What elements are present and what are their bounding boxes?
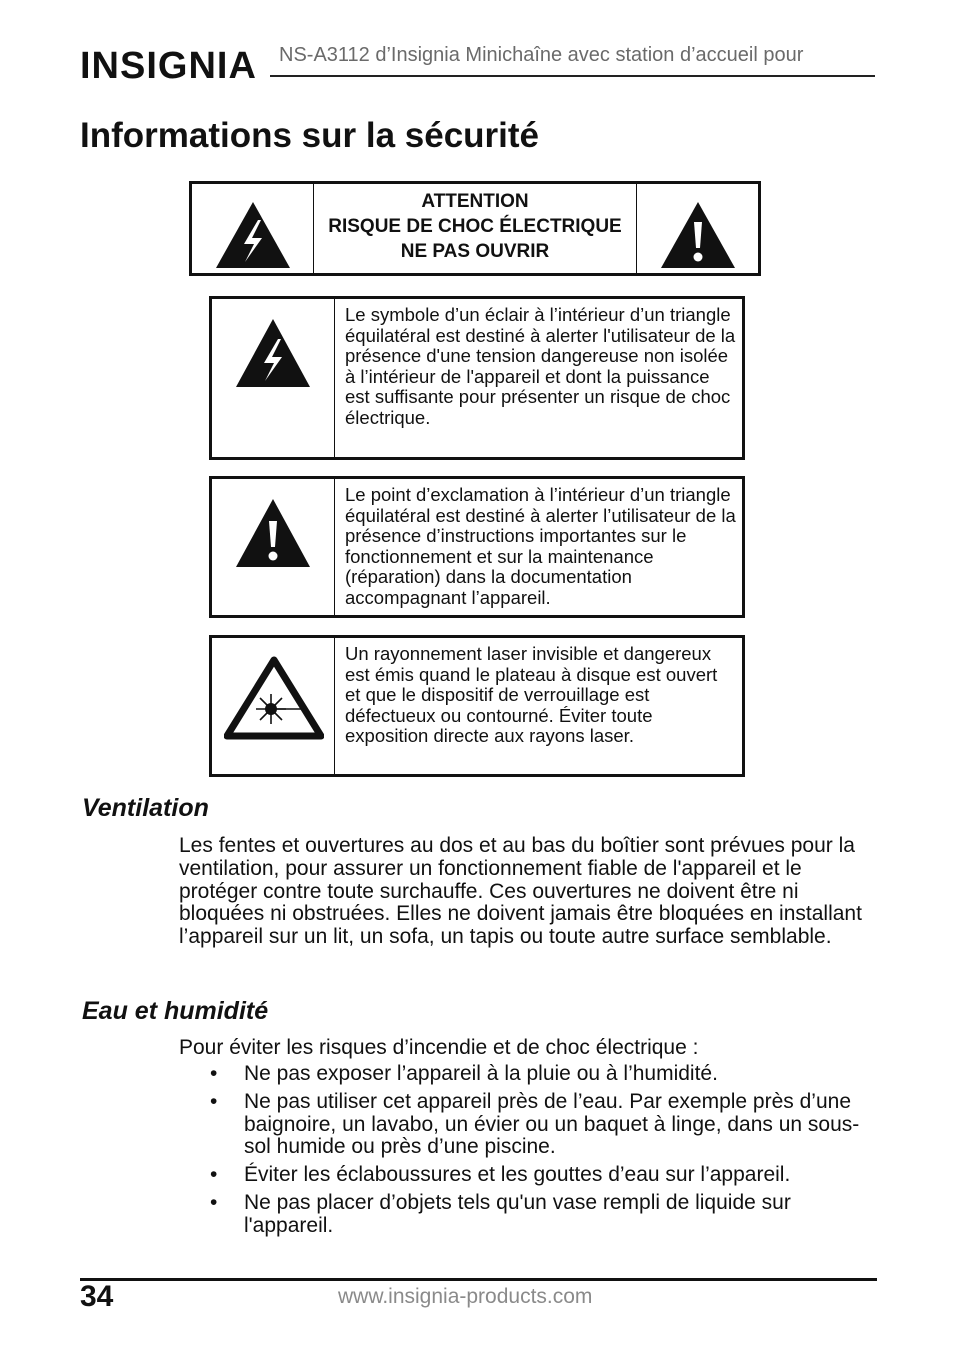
symbol-box-laser: [209, 635, 745, 777]
page-title: Informations sur la sécurité: [80, 116, 540, 155]
footer-divider: [80, 1278, 877, 1281]
svg-text:INSIGNIA: INSIGNIA: [80, 45, 257, 86]
bullet-icon: •: [210, 1163, 218, 1187]
footer-url: www.insignia-products.com: [338, 1285, 593, 1308]
section-heading-water: Eau et humidité: [82, 997, 269, 1025]
list-item: [179, 1192, 879, 1238]
laser-warning-icon: [224, 656, 324, 740]
list-item: [179, 1063, 879, 1086]
ventilation-paragraph: Les fentes et ouvertures au dos et au bas du boîtier sont prévues pour la ventilation, pour assurer un fonctionnement fiable de l'appareil et le protéger contre toute surchauffe. Ces ouvertures ne doivent être ni bloquées ni obstruées. Elles ne doivent jamais être bloquées en installant l’appareil sur un lit, un sofa, un tapis ou toute autre surface semblable.: [179, 834, 862, 949]
symbol-icon-cell: [212, 299, 335, 457]
list-item-text: Ne pas utiliser cet appareil près de l’eau. Par exemple près d’une baignoire, un lavabo, un évier ou un baquet à linge, dans un sous-sol humide ou près d’une piscine.: [244, 1089, 860, 1159]
attention-right-cell: [636, 184, 758, 273]
attention-text: [314, 184, 636, 273]
list-item: [179, 1164, 879, 1187]
lightning-triangle-icon: [214, 200, 292, 270]
bullet-icon: •: [210, 1089, 218, 1113]
exclamation-triangle-icon: [659, 200, 737, 270]
attention-left-cell: [192, 184, 314, 273]
page-number: 34: [80, 1280, 114, 1313]
attention-line-1: ATTENTION: [421, 191, 529, 212]
attention-line-2: RISQUE DE CHOC ÉLECTRIQUE: [328, 216, 622, 237]
symbol-box-exclamation: [209, 476, 745, 618]
header-subtitle: NS-A3112 d’Insignia Minichaîne avec station d’accueil pour: [279, 44, 804, 66]
symbol-icon-cell: [212, 479, 335, 615]
water-bullet-list: [179, 1063, 879, 1243]
symbol-description: Un rayonnement laser invisible et dangereux est émis quand le plateau à disque est ouvert et que le dispositif de verrouillage est défectueux ou contourné. Éviter toute exposition directe aux rayons laser.: [345, 643, 718, 746]
section-heading-ventilation: Ventilation: [82, 794, 209, 822]
attention-box: [189, 181, 761, 276]
exclamation-triangle-icon: [234, 497, 312, 569]
symbol-icon-cell: [212, 638, 335, 774]
symbol-description: Le symbole d’un éclair à l’intérieur d’un triangle équilatéral est destiné à alerter l'utilisateur de la présence d'une tension dangereuse non isolée à l’intérieur de l'appareil et dont la puissance est suffisante pour présenter un risque de choc électrique.: [345, 304, 736, 428]
attention-line-3: NE PAS OUVRIR: [400, 241, 550, 262]
symbol-box-lightning: [209, 296, 745, 460]
water-intro: Pour éviter les risques d’incendie et de choc électrique :: [179, 1036, 699, 1059]
bullet-icon: •: [210, 1062, 218, 1085]
symbol-description: Le point d’exclamation à l’intérieur d’un triangle équilatéral est destiné à alerter l’utilisateur de la présence d’instructions importantes sur le fonctionnement et sur la maintenance (réparation) dans la documentation accompagnant l’appareil.: [345, 484, 736, 608]
list-item-text: Ne pas placer d’objets tels qu'un vase rempli de liquide sur l'appareil.: [244, 1190, 791, 1237]
insignia-logo: [80, 40, 270, 86]
lightning-triangle-icon: [234, 317, 312, 389]
header-divider: [270, 75, 875, 77]
list-item: [179, 1091, 879, 1159]
bullet-icon: •: [210, 1190, 218, 1214]
list-item-text: Ne pas exposer l’appareil à la pluie ou à l’humidité.: [244, 1062, 718, 1085]
list-item-text: Éviter les éclaboussures et les gouttes d’eau sur l’appareil.: [244, 1163, 791, 1187]
